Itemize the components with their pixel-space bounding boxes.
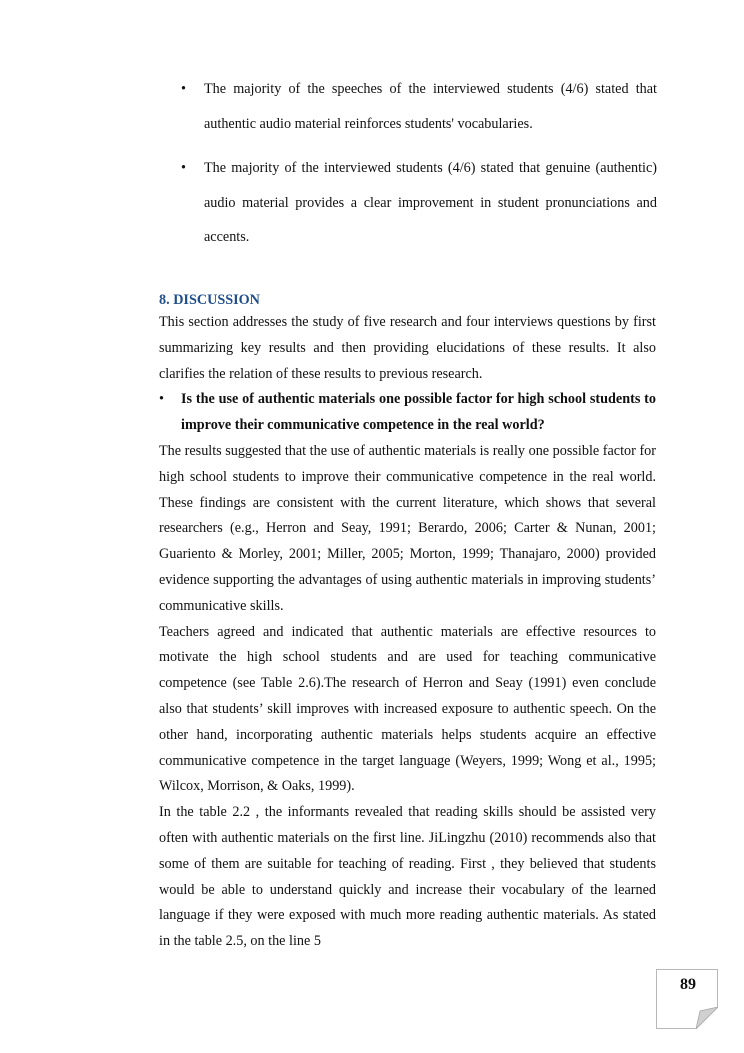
bullet-item-pronunciation bbox=[181, 151, 657, 255]
bullet-icon: • bbox=[159, 391, 164, 408]
research-question bbox=[159, 387, 656, 439]
discussion-section bbox=[159, 290, 656, 955]
research-question-text: Is the use of authentic materials one possible factor for high school students to improve their communicative competence in the real world? bbox=[181, 391, 656, 434]
bullet-icon: • bbox=[181, 160, 186, 176]
section-heading: 8. DISCUSSION bbox=[159, 292, 260, 308]
findings-bullet-list bbox=[181, 72, 657, 265]
bullet-text: The majority of the interviewed students (4/6) stated that genuine (authentic) audio material provides a clear improvement in student pronunciations and accents. bbox=[204, 160, 657, 245]
page-number-box bbox=[656, 969, 718, 1029]
bullet-text: The majority of the speeches of the interviewed students (4/6) stated that authentic audio material reinforces students' vocabularies. bbox=[204, 81, 657, 132]
bullet-item-vocabulary bbox=[181, 72, 657, 141]
intro-paragraph: This section addresses the study of five research and four interviews questions by first summarizing key results and then providing elucidations of these results. It also clarifies the relation of these results to previous research. bbox=[159, 314, 656, 382]
results-paragraph: The results suggested that the use of authentic materials is really one possible factor for high school students to improve their communicative competence in the real world. These findings are consistent with the current literature, which shows that several researchers (e.g., Herron and Seay, 1991; Berardo, 2006; Carter & Nunan, 2001; Guariento & Morley, 2001; Miller, 2005; Morton, 1999; Thanajaro, 2000) provided evidence supporting the advantages of using authentic materials in improving students’ communicative skills. bbox=[159, 442, 656, 614]
reading-paragraph: In the table 2.2 , the informants revealed that reading skills should be assisted very often with authentic materials on the first line. JiLingzhu (2010) recommends also that some of them are suitable for teaching of reading. First , they believed that students would be able to understand quickly and increase their vocabulary of the learned language if they were exposed with much more reading authentic materials. As stated in the table 2.5, on the line 5 bbox=[159, 804, 656, 950]
bullet-icon: • bbox=[181, 81, 186, 97]
page-curl-icon bbox=[696, 1007, 718, 1029]
page-number: 89 bbox=[680, 976, 696, 993]
teachers-paragraph: Teachers agreed and indicated that authentic materials are effective resources to motivate the high school students and are used for teaching communicative competence (see Table 2.6).The research of Herron and Seay (1991) even conclude also that students’ skill improves with increased exposure to authentic speech. On the other hand, incorporating authentic materials helps students acquire an effective communicative competence in the target language (Weyers, 1999; Wong et al., 1995; Wilcox, Morrison, & Oaks, 1999). bbox=[159, 623, 656, 795]
